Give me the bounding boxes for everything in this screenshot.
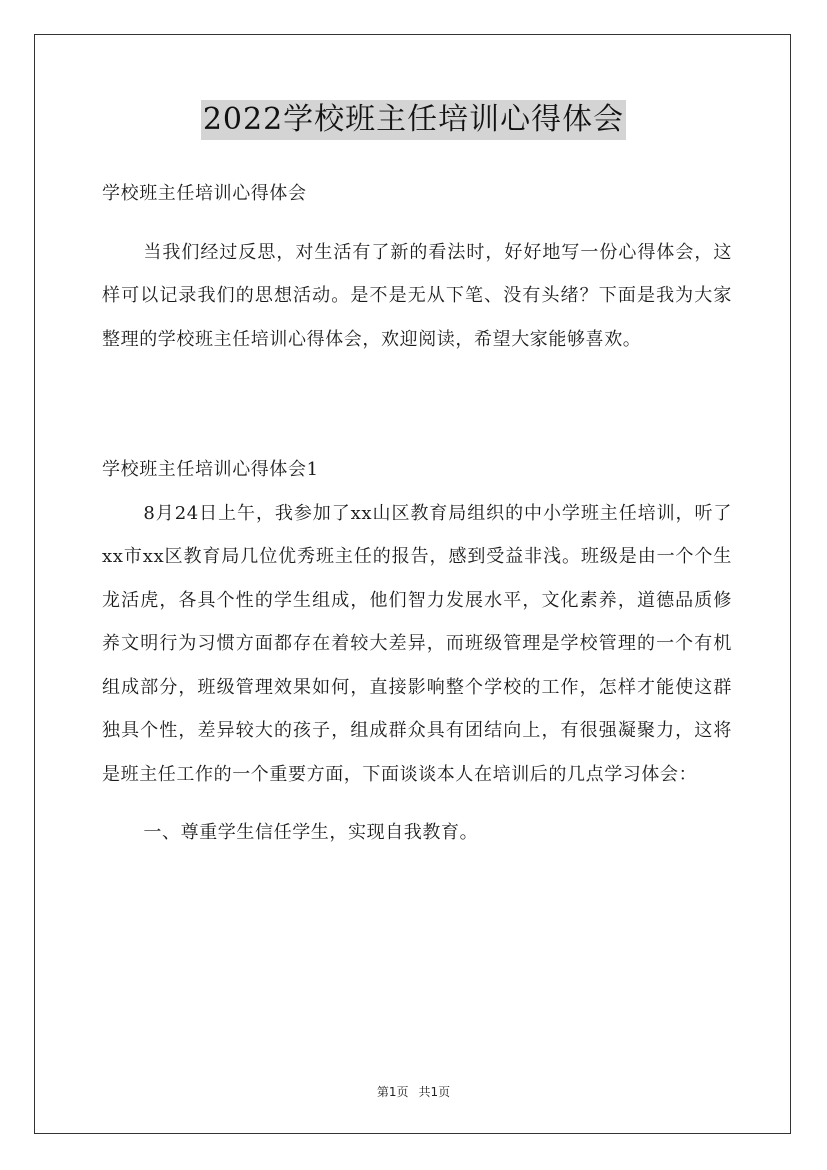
page-number-current: 第1页 (376, 1085, 409, 1099)
document-title: 2022学校班主任培训心得体会 (201, 100, 626, 140)
section-paragraph: 8月24日上午，我参加了xx山区教育局组织的中小学班主任培训，听了xx市xx区教育局几位优秀班主任的报告，感到受益非浅。班级是由一个个生龙活虎，各具个性的学生组成，他们智力发展水平，文化素养，道德品质修养文明行为习惯方面都存在着较大差异，而班级管理是学校管理的一个有机组成部分，班级管理效果如何，直接影响整个学校的工作，怎样才能使这群独具个性，差异较大的孩子，组成群众具有团结向上，有很强凝聚力，这将是班主任工作的一个重要方面，下面谈谈本人在培训后的几点学习体会： (102, 502, 732, 785)
page-footer (0, 1083, 827, 1100)
title-container (0, 100, 827, 140)
spacer (102, 361, 732, 448)
document-subtitle: 学校班主任培训心得体会 (102, 183, 307, 204)
point-one: 一、尊重学生信任学生，实现自我教育。 (143, 822, 479, 843)
spacer (102, 216, 732, 231)
document-body (102, 172, 732, 855)
intro-paragraph: 当我们经过反思，对生活有了新的看法时，好好地写一份心得体会，这样可以记录我们的思想活动。是不是无从下笔、没有头绪？下面是我为大家整理的学校班主任培训心得体会，欢迎阅读，希望大家能够喜欢。 (102, 241, 732, 350)
page-number-total: 共1页 (418, 1085, 451, 1099)
spacer (102, 796, 732, 811)
section-heading: 学校班主任培训心得体会1 (102, 459, 319, 480)
